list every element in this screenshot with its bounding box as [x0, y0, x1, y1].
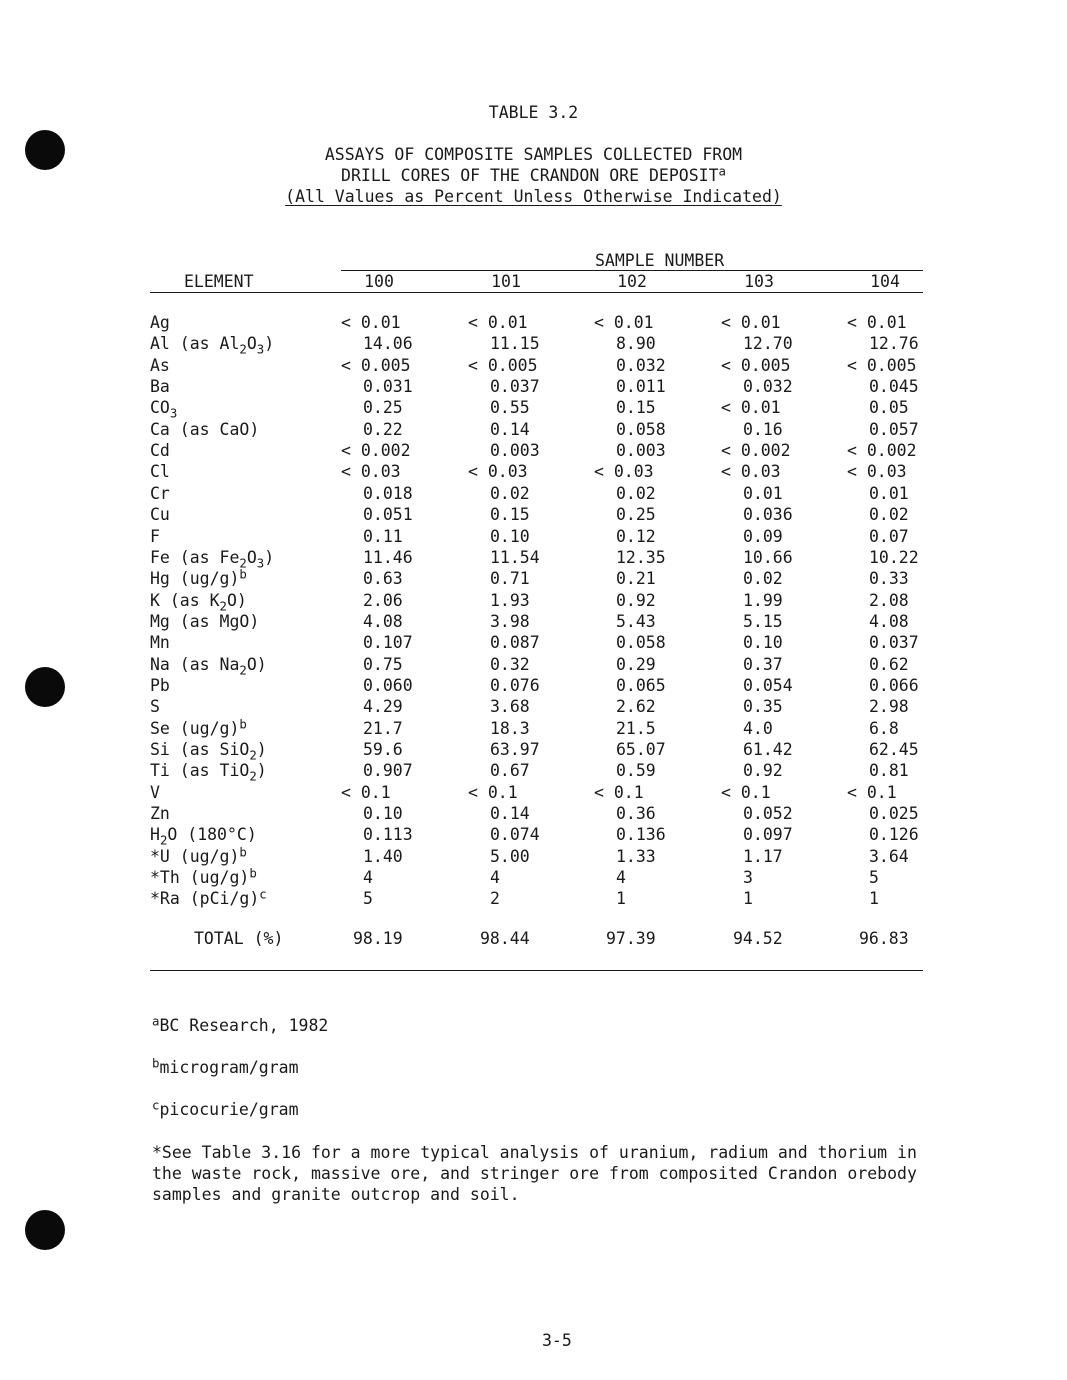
assay-value: 4.08 — [869, 611, 909, 631]
assay-value: < 0.03 — [341, 462, 401, 482]
element-label — [150, 824, 257, 848]
element-label-part: Cl — [150, 462, 170, 482]
footnote-c-text: picocurie/gram — [159, 1100, 299, 1119]
element-label — [150, 888, 267, 909]
element-label-part: 2 — [159, 833, 168, 848]
assay-value: 4.29 — [363, 697, 403, 717]
element-label — [150, 867, 257, 888]
element-label-part: O — [246, 334, 257, 354]
element-label — [150, 376, 170, 397]
element-label-part: Se (ug/g) — [150, 718, 240, 738]
assay-value: 0.67 — [490, 761, 530, 781]
assay-value: 0.011 — [616, 377, 666, 397]
assay-value: 21.7 — [363, 718, 403, 738]
assay-value: 0.074 — [490, 825, 540, 845]
element-label — [150, 419, 259, 440]
assay-value: 0.15 — [616, 398, 656, 418]
assay-value: 12.70 — [743, 334, 793, 354]
element-label — [150, 397, 178, 421]
assay-value: 1.93 — [490, 590, 530, 610]
element-label-part: ) — [256, 761, 267, 781]
element-label-part: *U (ug/g) — [150, 846, 240, 866]
assay-value: < 0.03 — [847, 462, 907, 482]
element-label-part: *Ra (pCi/g) — [150, 889, 260, 909]
element-label-part: 2 — [219, 598, 227, 613]
assay-value: 4.08 — [363, 611, 403, 631]
table-title-line2 — [0, 165, 1067, 186]
assay-value: 0.045 — [869, 377, 919, 397]
assay-value: 5 — [363, 889, 373, 909]
element-label-part: 2 — [239, 662, 247, 677]
total-label: TOTAL (%) — [194, 929, 284, 948]
assay-value: 61.42 — [743, 740, 793, 759]
assay-value: 0.15 — [490, 505, 530, 525]
assay-value: 0.10 — [363, 804, 403, 824]
element-label — [150, 504, 170, 525]
assay-value: 0.051 — [363, 505, 413, 525]
element-label-part: H — [150, 825, 160, 845]
assay-value: 59.6 — [363, 740, 403, 759]
assay-value: 0.10 — [743, 633, 783, 653]
assay-value: 0.031 — [363, 377, 413, 397]
element-label-part: CO — [150, 398, 170, 418]
element-label — [150, 526, 160, 547]
title-line2-text: DRILL CORES OF THE CRANDON ORE DEPOSIT — [341, 166, 719, 185]
assay-value: 0.018 — [363, 483, 413, 503]
assay-value: 0.065 — [616, 675, 666, 695]
element-label — [150, 739, 267, 763]
assay-value: 1.17 — [743, 846, 783, 866]
assay-value: 0.032 — [616, 355, 666, 375]
assay-value: 1 — [869, 889, 879, 909]
assay-value: 0.01 — [743, 483, 783, 503]
assay-value: 0.126 — [869, 825, 919, 845]
assay-value: < 0.01 — [847, 313, 907, 332]
assay-value: 21.5 — [616, 718, 656, 738]
element-label-part: *Th (ug/g) — [150, 868, 250, 888]
element-label-part: As — [150, 355, 170, 375]
assay-value: 0.81 — [869, 761, 909, 781]
assay-value: 2.08 — [869, 590, 909, 610]
assay-value: 0.05 — [869, 398, 909, 418]
element-label-part: V — [150, 782, 160, 802]
element-label-part: ) — [256, 740, 267, 759]
assay-value: 0.087 — [490, 633, 540, 653]
element-label — [150, 675, 170, 696]
assay-value: 5.43 — [616, 611, 656, 631]
footnote-c — [152, 1099, 299, 1120]
assay-value: 2.62 — [616, 697, 656, 717]
element-label-part: Mg (as MgO) — [150, 611, 260, 631]
assay-value: < 0.03 — [468, 462, 528, 482]
assay-value: 1 — [743, 889, 753, 909]
sample-column-header: 102 — [617, 272, 647, 291]
element-label — [150, 632, 170, 653]
table-label: TABLE 3.2 — [488, 103, 579, 122]
element-label-part: K (as K — [150, 590, 220, 610]
assay-value: 12.76 — [869, 334, 919, 354]
assay-value: 10.22 — [869, 547, 919, 567]
element-label-part: c — [259, 887, 267, 902]
assay-value: 0.75 — [363, 654, 403, 674]
assay-value: 0.22 — [363, 419, 403, 439]
assay-value: 63.97 — [490, 740, 540, 759]
assay-value: 0.21 — [616, 569, 656, 589]
assay-value: 0.92 — [743, 761, 783, 781]
sample-number-heading: SAMPLE NUMBER — [595, 251, 725, 270]
footnote-a-mark: a — [152, 1014, 160, 1029]
element-label-part: Pb — [150, 675, 170, 695]
assay-value: < 0.1 — [721, 782, 771, 802]
assay-value: 0.14 — [490, 804, 530, 824]
assay-value: 4 — [363, 868, 373, 888]
assay-value: 0.92 — [616, 590, 656, 610]
assay-value: 0.003 — [616, 441, 666, 461]
assay-value: 0.09 — [743, 526, 783, 546]
assay-value: 0.59 — [616, 761, 656, 781]
assay-value: 0.25 — [363, 398, 403, 418]
element-label-part: Si (as SiO — [150, 740, 250, 759]
assay-value: < 0.03 — [594, 462, 654, 482]
assay-value: < 0.005 — [847, 355, 917, 375]
element-label — [150, 312, 170, 333]
assay-value: 0.076 — [490, 675, 540, 695]
element-label-part: 2 — [239, 556, 247, 571]
assay-value: 12.35 — [616, 547, 666, 567]
assay-value: 11.46 — [363, 547, 413, 567]
assay-value: 0.71 — [490, 569, 530, 589]
assay-value: 0.29 — [616, 654, 656, 674]
table-bottom-rule — [150, 970, 923, 971]
element-label-part: O — [246, 547, 257, 567]
assay-value: < 0.1 — [341, 782, 391, 802]
assay-value: < 0.01 — [341, 313, 401, 332]
element-label-part: 2 — [239, 342, 247, 357]
assay-value: 2.98 — [869, 697, 909, 717]
element-label — [150, 333, 275, 357]
assay-value: 1.40 — [363, 846, 403, 866]
assay-value: 0.054 — [743, 675, 793, 695]
assay-value: 0.11 — [363, 526, 403, 546]
sample-column-header: 101 — [491, 272, 521, 291]
element-label-part: Cu — [150, 505, 170, 525]
element-label-part: Ag — [150, 313, 170, 332]
element-label-part: 3 — [256, 556, 265, 571]
element-label-part: Fe (as Fe — [150, 547, 240, 567]
assay-value: < 0.002 — [721, 441, 791, 461]
assay-value: 6.8 — [869, 718, 899, 738]
assay-value: 0.057 — [869, 419, 919, 439]
assay-value: 0.01 — [869, 483, 909, 503]
assay-value: 8.90 — [616, 334, 656, 354]
element-label — [150, 696, 160, 717]
assay-value: < 0.005 — [341, 355, 411, 375]
total-value: 97.39 — [606, 929, 656, 948]
assay-value: 2.06 — [363, 590, 403, 610]
assay-value: 0.16 — [743, 419, 783, 439]
element-label-part: Zn — [150, 804, 170, 824]
assay-value: 0.12 — [616, 526, 656, 546]
element-label-part: 3 — [256, 342, 265, 357]
assay-value: 0.55 — [490, 398, 530, 418]
assay-value: 11.54 — [490, 547, 540, 567]
element-label — [150, 440, 170, 461]
assay-value: 4 — [490, 868, 500, 888]
element-label-part: Cr — [150, 483, 170, 503]
footnote-b-mark: b — [152, 1056, 160, 1071]
assay-value: 0.25 — [616, 505, 656, 525]
assay-value: 0.036 — [743, 505, 793, 525]
assay-value: < 0.005 — [721, 355, 791, 375]
element-label-part: F — [150, 526, 160, 546]
assay-value: 0.14 — [490, 419, 530, 439]
assay-value: 14.06 — [363, 334, 413, 354]
element-label-part: Ti (as TiO — [150, 761, 250, 781]
element-label-part: O) — [246, 654, 267, 674]
assay-value: < 0.002 — [847, 441, 917, 461]
punch-hole-middle — [25, 667, 65, 707]
assay-value: 3.64 — [869, 846, 909, 866]
title-footnote-mark: a — [718, 164, 726, 179]
total-value: 96.83 — [859, 929, 909, 948]
assay-value: 4 — [616, 868, 626, 888]
assay-value: 0.10 — [490, 526, 530, 546]
footnote-a — [152, 1015, 328, 1036]
total-value: 94.52 — [733, 929, 783, 948]
punch-hole-bottom — [25, 1210, 65, 1250]
assay-value: 0.097 — [743, 825, 793, 845]
assay-value: 65.07 — [616, 740, 666, 759]
sample-column-header: 104 — [870, 272, 900, 291]
header-bottom-rule — [150, 292, 923, 293]
footnote-star-line1: *See Table 3.16 for a more typical analysis of uranium, radium and thorium in — [152, 1143, 917, 1162]
element-label-part: Cd — [150, 441, 170, 461]
element-column-header: ELEMENT — [184, 272, 254, 291]
element-label-part: b — [239, 845, 247, 860]
element-label-part: O (180°C) — [167, 825, 257, 845]
element-label-part: Na (as Na — [150, 654, 240, 674]
assay-value: 1.33 — [616, 846, 656, 866]
total-value: 98.44 — [480, 929, 530, 948]
table-subtitle: (All Values as Percent Unless Otherwise Indicated) — [285, 187, 782, 206]
assay-value: 0.058 — [616, 633, 666, 653]
element-label — [150, 547, 275, 571]
assay-value: 1.99 — [743, 590, 783, 610]
assay-value: 0.060 — [363, 675, 413, 695]
assay-value: 2 — [490, 889, 500, 909]
assay-value: < 0.01 — [721, 398, 781, 418]
assay-value: 0.02 — [616, 483, 656, 503]
element-label — [150, 461, 170, 482]
assay-value: 0.058 — [616, 419, 666, 439]
assay-value: < 0.1 — [847, 782, 897, 802]
assay-value: 18.3 — [490, 718, 530, 738]
total-value: 98.19 — [353, 929, 403, 948]
element-label-part: Al (as Al — [150, 334, 240, 354]
assay-value: 5.15 — [743, 611, 783, 631]
assay-value: 5 — [869, 868, 879, 888]
footnote-a-text: BC Research, 1982 — [159, 1016, 329, 1035]
element-label — [150, 590, 247, 611]
element-label — [150, 718, 247, 739]
assay-value: 0.02 — [490, 483, 530, 503]
element-label — [150, 782, 160, 803]
assay-value: 3.68 — [490, 697, 530, 717]
assay-value: < 0.1 — [468, 782, 518, 802]
assay-value: 0.113 — [363, 825, 413, 845]
assay-value: 0.02 — [869, 505, 909, 525]
element-label — [150, 654, 267, 675]
assay-value: 0.052 — [743, 804, 793, 824]
assay-value: 1 — [616, 889, 626, 909]
footnote-star-line3: samples and granite outcrop and soil. — [152, 1185, 520, 1204]
element-label-part: b — [249, 866, 257, 881]
element-label — [150, 611, 259, 632]
element-label-part: S — [150, 697, 160, 717]
assay-value: 62.45 — [869, 740, 919, 759]
assay-value: 0.33 — [869, 569, 909, 589]
element-label-part: Hg (ug/g) — [150, 569, 240, 589]
element-label-part: ) — [264, 547, 275, 567]
element-label-part: Mn — [150, 633, 170, 653]
assay-value: < 0.1 — [594, 782, 644, 802]
assay-value: < 0.005 — [468, 355, 538, 375]
sample-column-header: 100 — [364, 272, 394, 291]
assay-value: 0.025 — [869, 804, 919, 824]
assay-value: < 0.01 — [594, 313, 654, 332]
assay-value: 3 — [743, 868, 753, 888]
assay-value: < 0.01 — [721, 313, 781, 332]
assay-value: 0.32 — [490, 654, 530, 674]
assay-value: < 0.002 — [341, 441, 411, 461]
element-label — [150, 355, 170, 376]
element-label-part: ) — [264, 334, 275, 354]
assay-value: 0.037 — [490, 377, 540, 397]
element-label-part: Ba — [150, 377, 170, 397]
element-label — [150, 846, 247, 867]
assay-value: 0.066 — [869, 675, 919, 695]
assay-value: 0.07 — [869, 526, 909, 546]
assay-value: 0.032 — [743, 377, 793, 397]
element-label — [150, 760, 267, 784]
assay-value: 11.15 — [490, 334, 540, 354]
element-label — [150, 568, 247, 589]
assay-value: 0.02 — [743, 569, 783, 589]
element-label-part: 2 — [249, 769, 257, 784]
assay-value: 0.62 — [869, 654, 909, 674]
assay-value: 3.98 — [490, 611, 530, 631]
element-label-part: 2 — [249, 748, 257, 763]
assay-value: 0.037 — [869, 633, 919, 653]
assay-value: 0.63 — [363, 569, 403, 589]
table-title-line1: ASSAYS OF COMPOSITE SAMPLES COLLECTED FROM — [324, 145, 743, 164]
assay-value: 10.66 — [743, 547, 793, 567]
element-label-part: Ca (as CaO) — [150, 419, 260, 439]
footnote-star-line2: the waste rock, massive ore, and stringer ore from composited Crandon orebody — [152, 1164, 917, 1183]
sample-column-header: 103 — [744, 272, 774, 291]
assay-value: 0.36 — [616, 804, 656, 824]
assay-value: 4.0 — [743, 718, 773, 738]
assay-value: 0.136 — [616, 825, 666, 845]
assay-value: 0.107 — [363, 633, 413, 653]
element-label — [150, 483, 170, 504]
assay-value: 5.00 — [490, 846, 530, 866]
element-label-part: b — [239, 567, 247, 582]
assay-value: < 0.03 — [721, 462, 781, 482]
element-label-part: O) — [227, 590, 247, 610]
assay-value: < 0.01 — [468, 313, 528, 332]
footnote-c-mark: c — [152, 1098, 160, 1113]
footnote-b-text: microgram/gram — [159, 1058, 299, 1077]
assay-value: 0.37 — [743, 654, 783, 674]
element-label-part: 3 — [169, 406, 178, 421]
page-number: 3-5 — [542, 1331, 572, 1350]
assay-value: 0.35 — [743, 697, 783, 717]
element-label — [150, 803, 170, 824]
assay-value: 0.003 — [490, 441, 540, 461]
assay-value: 0.907 — [363, 761, 413, 781]
footnote-b — [152, 1057, 299, 1078]
element-label-part: b — [239, 717, 247, 732]
